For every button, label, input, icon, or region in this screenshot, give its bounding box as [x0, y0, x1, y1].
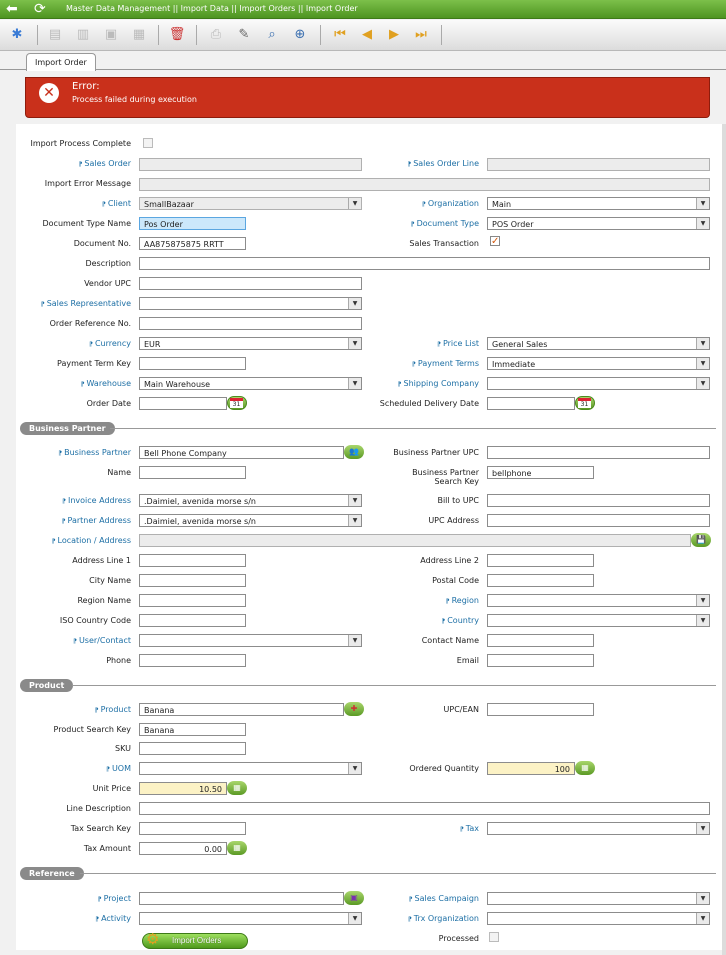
undo-icon[interactable]: ▦: [132, 27, 146, 42]
label-tax[interactable]: ⁋ Tax: [459, 824, 479, 833]
document-type-select[interactable]: [487, 217, 710, 230]
price-list-value: General Sales: [492, 340, 548, 349]
unit-price-input[interactable]: 10.50: [139, 782, 227, 795]
label-project-text: Project: [103, 894, 131, 903]
chevron-down-icon[interactable]: ▼: [348, 298, 361, 309]
label-product-text: Product: [100, 705, 131, 714]
iso-country-code-input[interactable]: [139, 614, 246, 627]
label-sales-representative[interactable]: ⁋ Sales Representative: [40, 299, 131, 308]
chevron-down-icon[interactable]: ▼: [696, 615, 709, 626]
save-icon[interactable]: ▣: [104, 27, 118, 42]
organization-select[interactable]: [487, 197, 710, 210]
trx-organization-select[interactable]: [487, 912, 710, 925]
section-business-partner-label: Business Partner: [20, 422, 115, 435]
import-error-message-field[interactable]: [139, 178, 710, 191]
address-line-1-input[interactable]: [139, 554, 246, 567]
label-phone: Phone: [106, 656, 131, 665]
partner-address-value: .Daimiel, avenida morse s/n: [144, 517, 256, 526]
label-sales-transaction: Sales Transaction: [409, 239, 479, 248]
label-vendor-upc: Vendor UPC: [84, 279, 131, 288]
payment-terms-value: Immediate: [492, 360, 536, 369]
chevron-down-icon[interactable]: ▼: [348, 515, 361, 526]
label-upc-ean: UPC/EAN: [443, 705, 479, 714]
product-search-icon[interactable]: ✚: [344, 702, 364, 716]
organization-value: Main: [492, 200, 512, 209]
label-uom-text: UOM: [111, 764, 131, 773]
delete-icon[interactable]: 🗑: [168, 27, 186, 42]
label-user-contact-text: User/Contact: [78, 636, 131, 645]
label-address-line-1: Address Line 1: [72, 556, 131, 565]
currency-select[interactable]: [139, 337, 362, 350]
toolbar-separator: [37, 25, 38, 45]
phone-input[interactable]: [139, 654, 246, 667]
chevron-down-icon[interactable]: ▼: [696, 823, 709, 834]
document-no-input[interactable]: AA875875875 RRTT: [139, 237, 246, 250]
sales-order-line-field[interactable]: [487, 158, 710, 171]
shipping-company-select[interactable]: [487, 377, 710, 390]
project-input[interactable]: [139, 892, 344, 905]
label-sales-order-line-text: Sales Order Line: [413, 159, 479, 168]
label-organization-text: Organization: [427, 199, 479, 208]
import-process-complete-checkbox[interactable]: [143, 138, 153, 148]
upc-address-input[interactable]: [487, 514, 710, 527]
tab-strip: [0, 52, 726, 70]
import-orders-label: Import Orders: [172, 936, 222, 945]
attachment-icon[interactable]: ✎: [238, 27, 250, 42]
section-reference-label: Reference: [20, 867, 84, 880]
label-location-address-text: Location / Address: [57, 536, 131, 545]
label-city-name: City Name: [89, 576, 131, 585]
product-input[interactable]: Banana: [139, 703, 344, 716]
section-product[interactable]: [20, 679, 716, 692]
invoice-address-select[interactable]: [139, 494, 362, 507]
label-sku: SKU: [115, 744, 131, 753]
right-border: [722, 124, 726, 955]
chevron-down-icon[interactable]: ▼: [348, 495, 361, 506]
toolbar-separator: [158, 25, 159, 45]
label-sales-campaign-text: Sales Campaign: [414, 894, 479, 903]
chevron-down-icon[interactable]: ▼: [696, 218, 709, 229]
breadcrumb: Master Data Management || Import Data || Import Orders || Import Order: [66, 4, 358, 13]
toolbar-separator: [196, 25, 197, 45]
location-address-field[interactable]: [139, 534, 691, 547]
error-text: Process failed during execution: [72, 95, 197, 104]
label-bp-search-key: Business Partner Search Key: [412, 468, 479, 486]
previous-record-icon[interactable]: ◀: [362, 27, 372, 42]
gear-icon: ⚙: [146, 931, 160, 948]
label-location-address[interactable]: ⁋ Location / Address: [51, 536, 131, 545]
label-trx-organization[interactable]: ⁋ Trx Organization: [407, 914, 479, 923]
calculator-icon[interactable]: ▦: [227, 781, 247, 795]
order-date-input[interactable]: [139, 397, 227, 410]
error-icon: ✕: [39, 83, 59, 103]
user-contact-select[interactable]: [139, 634, 362, 647]
chevron-down-icon[interactable]: ▼: [696, 913, 709, 924]
label-warehouse-text: Warehouse: [86, 379, 131, 388]
tax-search-key-input[interactable]: [139, 822, 246, 835]
calendar-day: 31: [230, 398, 243, 408]
label-postal-code: Postal Code: [432, 576, 479, 585]
edit-icon[interactable]: ▥: [76, 27, 90, 42]
region-select[interactable]: [487, 594, 710, 607]
chevron-down-icon[interactable]: ▼: [696, 198, 709, 209]
price-list-select[interactable]: [487, 337, 710, 350]
label-user-contact[interactable]: ⁋ User/Contact: [73, 636, 131, 645]
label-contact-name: Contact Name: [421, 636, 479, 645]
label-partner-address-text: Partner Address: [67, 516, 131, 525]
label-line-description: Line Description: [66, 804, 131, 813]
label-payment-term-key: Payment Term Key: [56, 359, 131, 368]
product-search-key-input[interactable]: Banana: [139, 723, 246, 736]
label-currency-text: Currency: [94, 339, 131, 348]
label-document-no: Document No.: [73, 239, 131, 248]
sales-representative-select[interactable]: [139, 297, 362, 310]
chevron-down-icon[interactable]: ▼: [348, 763, 361, 774]
tax-amount-input[interactable]: 0.00: [139, 842, 227, 855]
label-payment-terms[interactable]: ⁋ Payment Terms: [412, 359, 479, 368]
tax-select[interactable]: [487, 822, 710, 835]
chevron-down-icon[interactable]: ▼: [696, 378, 709, 389]
warehouse-select[interactable]: [139, 377, 362, 390]
toolbar-separator: [441, 25, 442, 45]
label-address-line-2: Address Line 2: [420, 556, 479, 565]
new-record-icon[interactable]: ✱: [11, 27, 23, 42]
invoice-address-value: .Daimiel, avenida morse s/n: [144, 497, 256, 506]
chevron-down-icon[interactable]: ▼: [348, 913, 361, 924]
section-divider: [80, 873, 716, 874]
label-upc-address: UPC Address: [428, 516, 479, 525]
calculator-icon[interactable]: ▦: [575, 761, 595, 775]
back-icon[interactable]: ⬅: [6, 1, 18, 17]
section-product-label: Product: [20, 679, 73, 692]
error-message-box: [25, 77, 710, 118]
sales-campaign-select[interactable]: [487, 892, 710, 905]
chevron-down-icon[interactable]: ▼: [348, 198, 361, 209]
email-input[interactable]: [487, 654, 594, 667]
label-business-partner[interactable]: ⁋ Business Partner: [58, 448, 131, 457]
label-region-name: Region Name: [77, 596, 131, 605]
client-select[interactable]: [139, 197, 362, 210]
bp-search-key-input[interactable]: bellphone: [487, 466, 594, 479]
project-search-icon[interactable]: ▣: [344, 891, 364, 905]
label-bp-upc: Business Partner UPC: [393, 448, 479, 457]
label-order-date: Order Date: [86, 399, 131, 408]
city-name-input[interactable]: [139, 574, 246, 587]
label-currency[interactable]: ⁋ Currency: [89, 339, 131, 348]
name-input[interactable]: [139, 466, 246, 479]
chevron-down-icon[interactable]: ▼: [348, 338, 361, 349]
label-project[interactable]: ⁋ Project: [97, 894, 131, 903]
order-reference-input[interactable]: [139, 317, 362, 330]
import-orders-button[interactable]: [142, 933, 248, 949]
chevron-down-icon[interactable]: ▼: [696, 358, 709, 369]
label-document-type-name: Document Type Name: [42, 219, 131, 228]
label-organization[interactable]: ⁋ Organization: [422, 199, 479, 208]
label-sales-campaign[interactable]: ⁋ Sales Campaign: [408, 894, 479, 903]
label-scheduled-delivery-date: Scheduled Delivery Date: [379, 399, 479, 408]
toolbar-separator: [320, 25, 321, 45]
label-product[interactable]: ⁋ Product: [94, 705, 131, 714]
description-input[interactable]: [139, 257, 710, 270]
line-description-input[interactable]: [139, 802, 710, 815]
bp-upc-input[interactable]: [487, 446, 710, 459]
label-document-type[interactable]: ⁋ Document Type: [410, 219, 479, 228]
refresh-icon[interactable]: ⟳: [34, 1, 46, 17]
calendar-day: 31: [578, 398, 591, 408]
label-activity-text: Activity: [101, 914, 131, 923]
label-price-list[interactable]: ⁋ Price List: [437, 339, 479, 348]
label-sales-order[interactable]: ⁋ Sales Order: [78, 159, 131, 168]
label-iso-country-code: ISO Country Code: [59, 616, 131, 625]
processed-checkbox[interactable]: [489, 932, 499, 942]
label-document-type-text: Document Type: [416, 219, 479, 228]
toolbar: [0, 20, 726, 51]
label-country-text: Country: [447, 616, 479, 625]
business-partner-search-icon[interactable]: 👥: [344, 445, 364, 459]
label-ordered-quantity: Ordered Quantity: [409, 764, 479, 773]
upc-ean-input[interactable]: [487, 703, 594, 716]
contact-name-input[interactable]: [487, 634, 594, 647]
address-line-2-input[interactable]: [487, 554, 594, 567]
warehouse-value: Main Warehouse: [144, 380, 211, 389]
section-reference[interactable]: [20, 867, 716, 880]
label-price-list-text: Price List: [442, 339, 479, 348]
label-processed: Processed: [438, 934, 479, 943]
section-business-partner[interactable]: [20, 422, 716, 435]
label-region[interactable]: ⁋ Region: [445, 596, 479, 605]
label-product-search-key: Product Search Key: [53, 725, 131, 734]
label-tax-amount: Tax Amount: [83, 844, 131, 853]
region-name-input[interactable]: [139, 594, 246, 607]
label-country[interactable]: ⁋ Country: [441, 616, 479, 625]
label-name: Name: [107, 468, 131, 477]
label-trx-organization-text: Trx Organization: [413, 914, 479, 923]
business-partner-input[interactable]: Bell Phone Company: [139, 446, 344, 459]
label-shipping-company-text: Shipping Company: [403, 379, 479, 388]
calculator-icon[interactable]: ▦: [227, 841, 247, 855]
label-sales-representative-text: Sales Representative: [46, 299, 131, 308]
document-type-name-input[interactable]: Pos Order: [139, 217, 246, 230]
chevron-down-icon[interactable]: ▼: [696, 893, 709, 904]
postal-code-input[interactable]: [487, 574, 594, 587]
label-activity[interactable]: ⁋ Activity: [95, 914, 131, 923]
label-import-error-message: Import Error Message: [44, 179, 131, 188]
bill-to-upc-input[interactable]: [487, 494, 710, 507]
label-client[interactable]: ⁋ Client: [102, 199, 131, 208]
label-email: Email: [456, 656, 479, 665]
label-order-reference: Order Reference No.: [49, 319, 131, 328]
label-import-process-complete: Import Process Complete: [30, 139, 131, 148]
activity-select[interactable]: [139, 912, 362, 925]
label-bill-to-upc: Bill to UPC: [437, 496, 479, 505]
zoom-icon[interactable]: ⊕: [294, 27, 306, 42]
payment-terms-select[interactable]: [487, 357, 710, 370]
label-shipping-company[interactable]: ⁋ Shipping Company: [397, 379, 479, 388]
sales-order-field[interactable]: [139, 158, 362, 171]
label-warehouse[interactable]: ⁋ Warehouse: [80, 379, 131, 388]
section-divider: [72, 685, 716, 686]
location-edit-icon[interactable]: 💾: [691, 533, 711, 547]
vendor-upc-input[interactable]: [139, 277, 362, 290]
chevron-down-icon[interactable]: ▼: [348, 378, 361, 389]
label-sales-order-text: Sales Order: [84, 159, 131, 168]
last-record-icon[interactable]: ⏭: [415, 27, 427, 42]
country-select[interactable]: [487, 614, 710, 627]
chevron-down-icon[interactable]: ▼: [696, 338, 709, 349]
print-icon[interactable]: ⎙: [210, 27, 222, 42]
label-business-partner-text: Business Partner: [64, 448, 131, 457]
payment-term-key-input[interactable]: [139, 357, 246, 370]
chevron-down-icon[interactable]: ▼: [696, 595, 709, 606]
label-invoice-address-text: Invoice Address: [67, 496, 131, 505]
label-tax-text: Tax: [465, 824, 479, 833]
calendar-icon[interactable]: [575, 396, 595, 410]
chevron-down-icon[interactable]: ▼: [348, 635, 361, 646]
label-tax-search-key: Tax Search Key: [70, 824, 131, 833]
section-divider: [110, 428, 716, 429]
label-uom[interactable]: ⁋ UOM: [106, 764, 131, 773]
first-record-icon[interactable]: ⏮: [334, 27, 346, 42]
label-region-text: Region: [451, 596, 479, 605]
partner-address-select[interactable]: [139, 514, 362, 527]
uom-select[interactable]: [139, 762, 362, 775]
label-unit-price: Unit Price: [92, 784, 131, 793]
error-title: Error:: [72, 81, 100, 92]
label-invoice-address[interactable]: ⁋ Invoice Address: [62, 496, 131, 505]
sales-transaction-checkbox[interactable]: ✓: [491, 236, 500, 247]
tab-import-order[interactable]: Import Order: [26, 53, 96, 71]
scheduled-delivery-date-input[interactable]: [487, 397, 575, 410]
search-icon[interactable]: ⌕: [268, 27, 276, 42]
ordered-quantity-input[interactable]: 100: [487, 762, 575, 775]
copy-record-icon[interactable]: ▤: [48, 27, 62, 42]
label-partner-address[interactable]: ⁋ Partner Address: [61, 516, 131, 525]
client-value: SmallBazaar: [144, 200, 194, 209]
label-payment-terms-text: Payment Terms: [417, 359, 479, 368]
currency-value: EUR: [144, 340, 161, 349]
label-description: Description: [85, 259, 131, 268]
title-bar: [0, 0, 726, 19]
next-record-icon[interactable]: ▶: [389, 27, 399, 42]
calendar-icon[interactable]: [227, 396, 247, 410]
label-client-text: Client: [107, 199, 131, 208]
sku-input[interactable]: [139, 742, 246, 755]
document-type-value: POS Order: [492, 220, 534, 229]
label-sales-order-line[interactable]: ⁋ Sales Order Line: [407, 159, 479, 168]
